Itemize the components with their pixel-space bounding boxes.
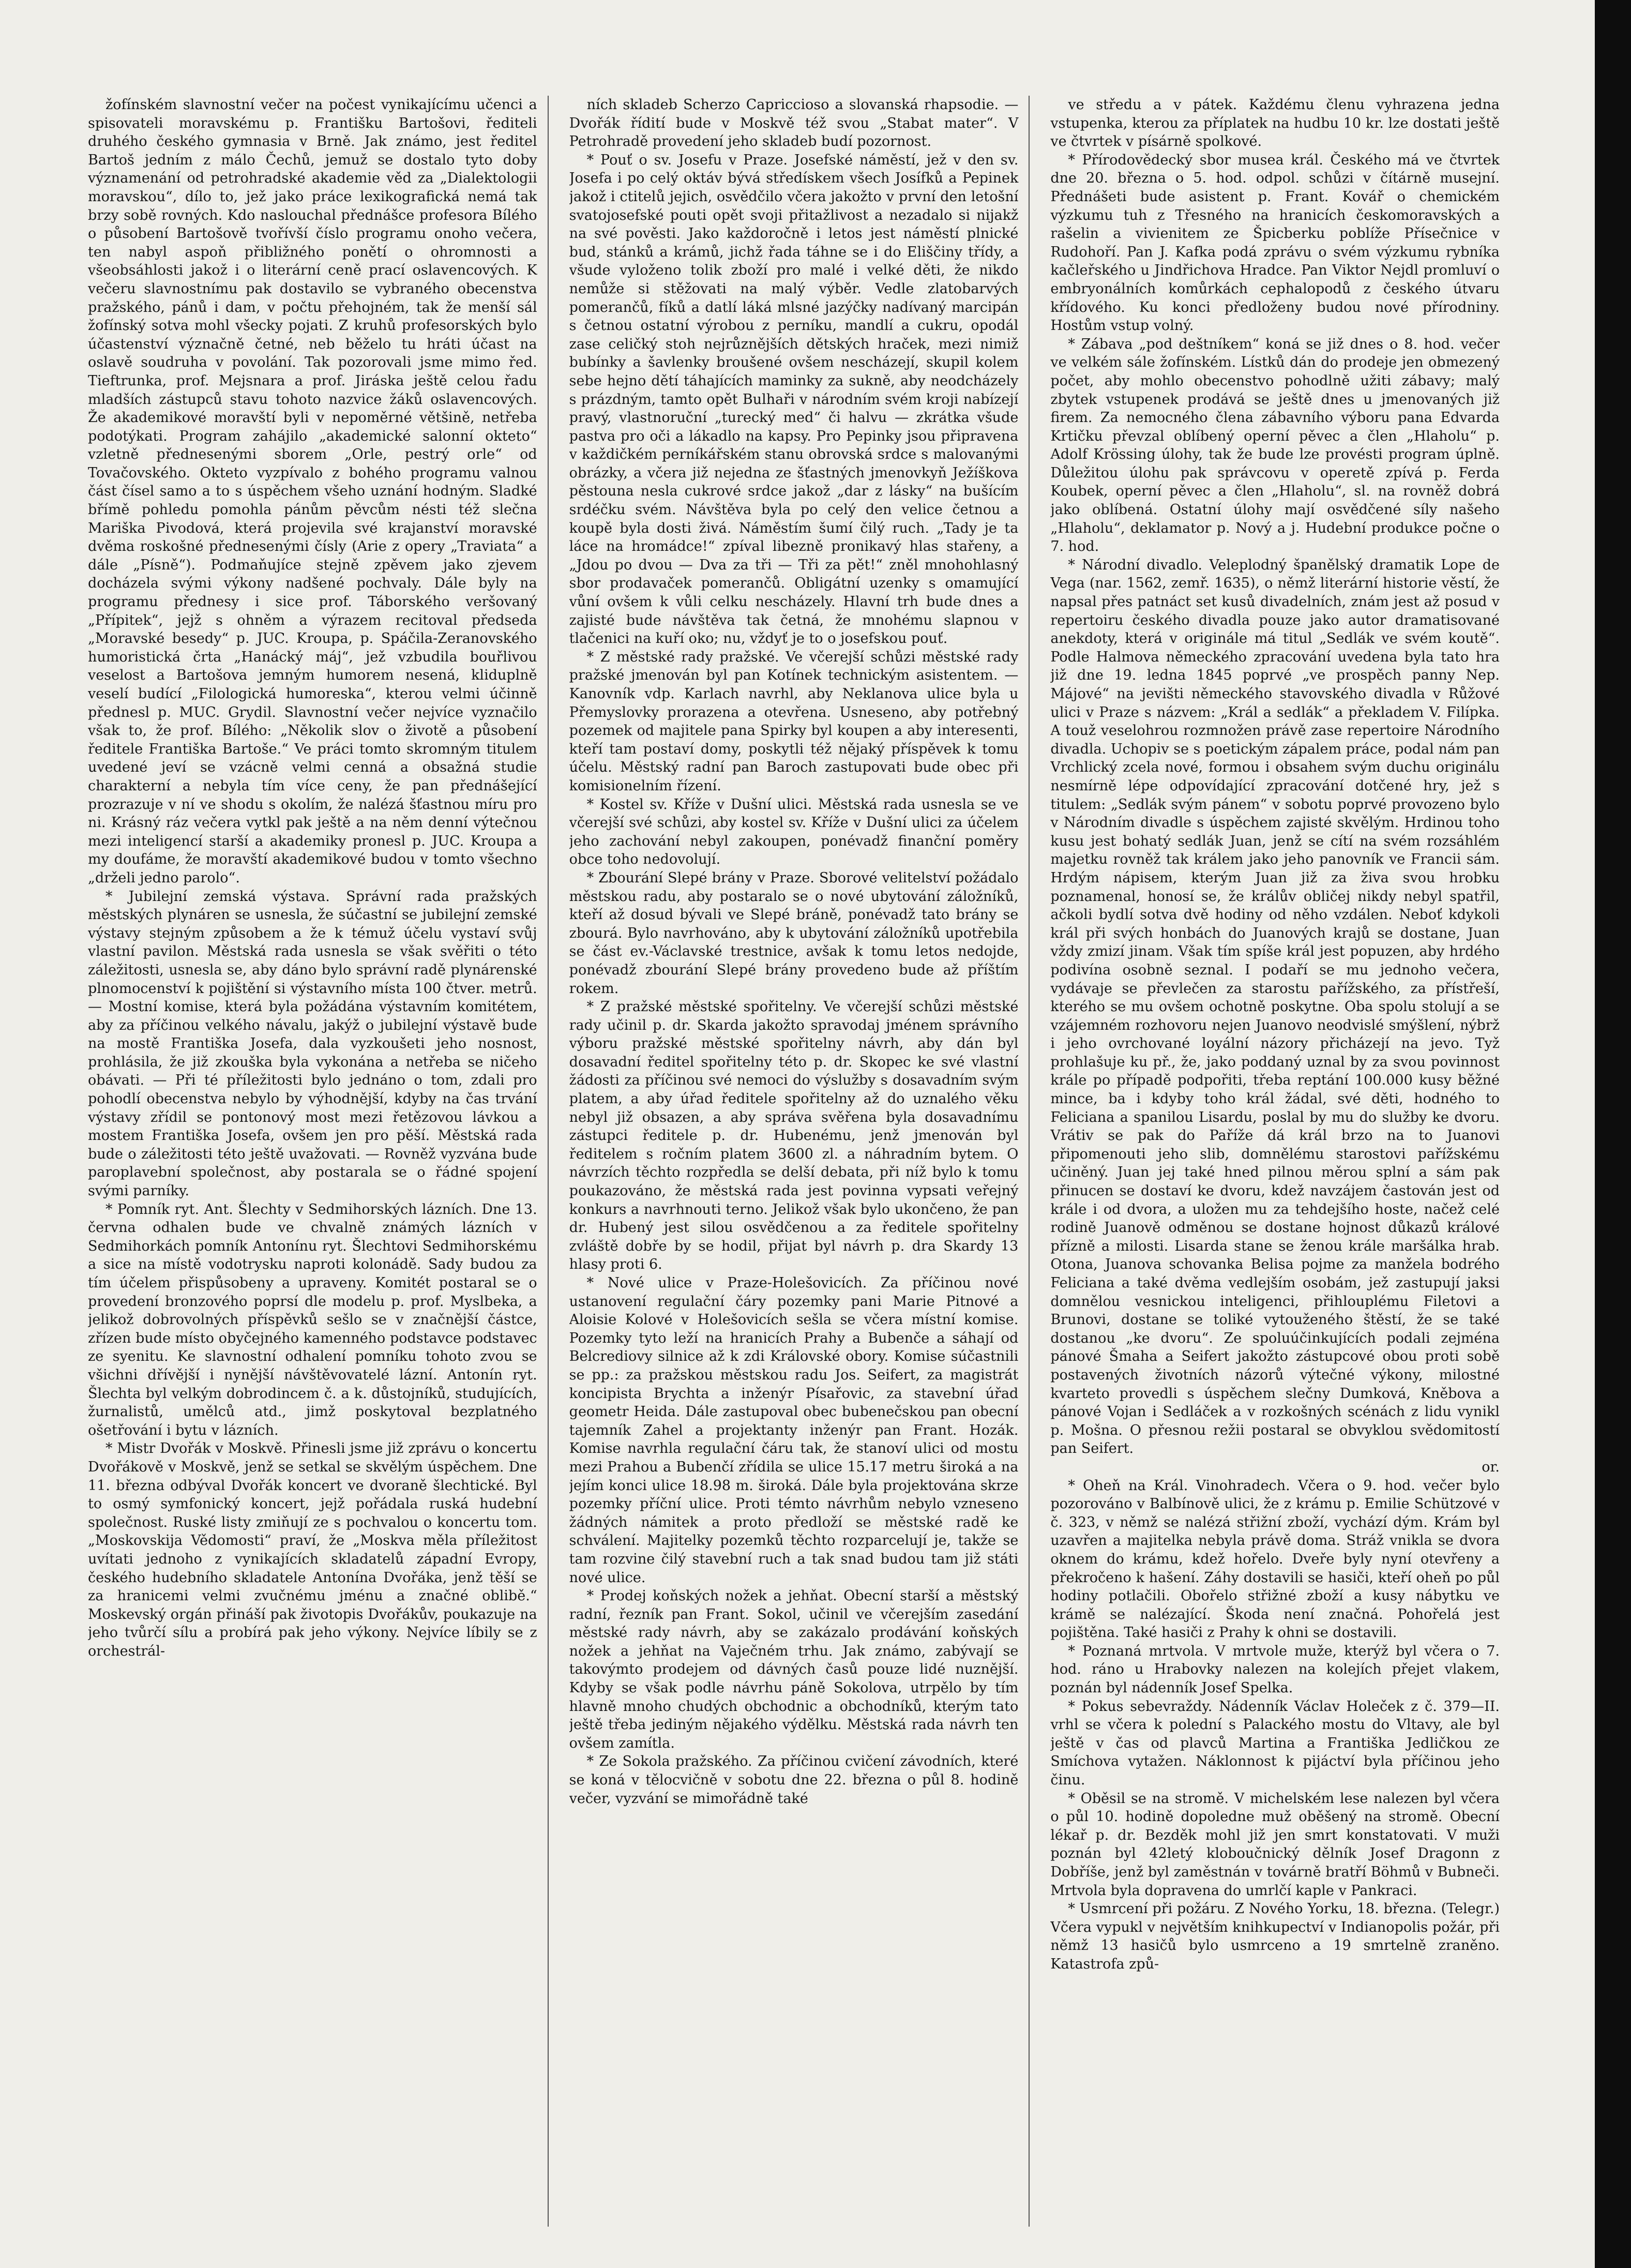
article-paragraph: * Jubilejní zemská výstava. Správní rada pražských městských plynáren se usnesla, že súčastní se jubilejní zemské výstavy stejným způsobem a že k témuž účelu vystaví svůj vlastní pavilon. Městská rada usnesla se však svěřiti o této záležitosti, usnesla se, aby dáno bylo správní radě plynárenské plnomocenství k pojištění si výstavního místa 100 čtver. metrů. — Mostní komise, která byla požádána výstavním komitétem, aby za příčinou velkého návalu, jakýž o jubilejní výstavě bude na mostě Františka Josefa, dala vyzkoušeti jeho nosnost, prohlásila, že již zkouška byla vykonána a netřeba se ničeho obávati. — Při té příležitosti bylo jednáno o tom, zdali pro pohodlí obecenstva nebylo by výhodnější, kdyby na čas trvání výstavy zřídil se pontonový most mezi řetězovou lávkou a mostem Františka Josefa, ovšem jen pro pěší. Městská rada bude o záležitosti této ještě uvažovati. — Rovněž vyzvána bude paroplavební společnost, aby postarala se o řádné spojení svými parníky. (88, 888, 537, 1199)
article-paragraph: * Ze Sokola pražského. Za příčinou cvičení závodních, které se koná v tělocvičně v sobotu dne 22. března o půl 8. hodině večer, vyzvání se mimořádně také (569, 1753, 1019, 1807)
scan-edge-bar (1595, 0, 1631, 2268)
article-paragraph: * Přírodovědecký sbor musea král. Českého má ve čtvrtek dne 20. března o 5. hod. odpol. schůzi v čítárně musejní. Přednášeti bude asistent p. Frant. Kovář o chemickém výzkumu tuh z Třesného na hranicích českomoravských a rašelin a vivienitem ze Špicberku poblíže Přísečnice v Rudohoří. Pan J. Kafka podá zprávu o svém výzkumu rybníka kačleřského u Jindřichova Hradce. Pan Viktor Nejdl promluví o embryonálních komůrkách cephalopodů z českého útvaru křídového. Ku konci předloženy budou nové přírodniny. Hostům vstup volný. (1050, 152, 1500, 334)
article-paragraph: * Mistr Dvořák v Moskvě. Přinesli jsme již zprávu o koncertu Dvořákově v Moskvě, jenž se setkal se skvělým úspěchem. Dne 11. března odbýval Dvořák koncert ve dvoraně šlechtické. Byl to osmý symfonický koncert, jejž pořádala ruská hudební společnost. Ruské listy zmiňují ze s pochvalou o koncertu tom. „Moskovskija Vědomosti“ praví, že „Moskva měla příležitost uvítati jednoho z vynikajících skladatelů západní Evropy, českého hudebního skladatele Antonína Dvořáka, jenž těší se za hranicemi velmi zvučnému jménu a značné oblibě.“ Moskevský orgán přináší pak životopis Dvořákův, poukazuje na jeho tvůrčí sílu a probírá pak jeho výkony. Nejvíce líbily se z orchestrál- (88, 1440, 537, 1659)
article-paragraph: * Oběsil se na stromě. V michelském lese nalezen byl včera o půl 10. hodině dopoledne muž oběšený na stromě. Obecní lékař p. dr. Bezděk mohl již jen smrt konstatovati. V muži poznán byl 42letý kloboučnický dělník Josef Dragonn z Dobříše, jenž byl zaměstnán v továrně bratří Böhmů v Bubneči. Mrtvola byla dopravena do umrlčí kaple v Pankraci. (1050, 1790, 1500, 1899)
article-paragraph: * Usmrcení při požáru. Z Nového Yorku, 18. března. (Telegr.) Včera vypukl v největším knihkupectví v Indianopolis požár, při němž 13 hasičů bylo usmrceno a 19 smrtelně zraněno. Katastrofa způ- (1050, 1901, 1500, 1972)
article-paragraph: * Zbourání Slepé brány v Praze. Sborové velitelství požádalo městskou radu, aby postaralo se o nové ubytování záložníků, kteří až dosud bývali ve Slepé bráně, ponévadž tato brány se zbourá. Bylo navrhováno, aby k ubytování záložníků upotřebila se část ev.-Václavské trestnice, avšak k tomu letos nedojde, ponévadž zbourání Slepé brány provedeno bude až příštím rokem. (569, 869, 1019, 997)
article-paragraph: ních skladeb Scherzo Capriccioso a slovanská rhapsodie. — Dvořák řídití bude v Moskvě též svou „Stabat mater“. V Petrohradě provedení jeho skladeb budí pozornost. (569, 97, 1019, 150)
article-paragraph: žofínském slavnostní večer na počest vynikajícímu učenci a spisovateli moravskému p. Františku Bartošovi, řediteli druhého českého gymnasia v Brně. Jak známo, jest ředitel Bartoš jedním z málo Čechů, jemuž se dostalo tyto doby významenání od petrohradské akademie věd za „Dialektologii moravskou“, dílo to, jež jako práce lexikografická nemá tak brzy sobě rovných. Kdo naslouchal přednášce profesora Bílého o působení Bartošově tvořívší číslo programu onoho večera, ten nabyl aspoň přibližného ponětí o ohromnosti a všeobsáhlosti jakož i o literární ceně prací oslavencových. K večeru slavnostnímu pak dostavilo se vybraného obecenstva pražského, pánů i dam, v počtu přehojném, tak že menší sál žofínský sotva mohl všecky pojati. Z kruhů profesorských bylo účastenství význačně četné, neb běželo tu hráti účast na oslavě soudruha v povolání. Tak pozorovali jsme mimo řed. Tieftrunka, prof. Mejsnara a prof. Jiráska ještě celou řadu mladších zástupců stavu tohoto nazvice žáků oslavencových. Že akademikové moravští byli v nepoměrné většině, netřeba podotýkati. Program zahájilo „akademické salonní okteto“ vzletně přednesenými sborem „Orle, pestrý orle“ od Tovačovského. Okteto vyzpívalo z bohého programu valnou část čísel samo a to s úspěchem všeho uznání hodným. Sladké břímě pohledu pomohla pánům pěvcům nésti též slečna Mariška Pivodová, která projevila své krajanství moravské dvěma roskošné přednesenými čísly (Arie z opery „Traviata“ a dále „Písně“). Podmaňujíce stejně zpěvem jako zjevem docházela svými výkony nadšené pochvaly. Dále byly na programu přednesy i sice prof. Táborského veršovaný „Přípitek“, jejž s ohněm a výrazem recitoval předseda „Moravské besedy“ p. JUC. Kroupa, p. Spáčila-Zeranovského humoristická črta „Hanácký máj“, jež vzbudila bouřlivou veselost a Bartošova jemným humorem nesená, kliduplně veselí budící „Filologická humoreska“, kterou velmi účinně přednesl p. MUC. Grydil. Slavnostní večer nejvíce vyznačilo však to, že prof. Bílého: „Několik slov o životě a působení ředitele Františka Bartoše.“ Ve práci tomto skromným titulem uvedené jeví se vzácně velmi cenná a obsažná studie charakterní a nebyla tím více ceny, že pan přednášející prozrazuje v ní ve shodu s okolím, že nalézá šťastnou míru pro ni. Krásný ráz večera vytkl pak ještě a na něm denní výtečnou mezi inteligencí starší a akademiky pronesl p. JUC. Kroupa a my doufáme, že moravští akademikové budou v tomto všechno „drželi jedno parolo“. (88, 97, 537, 886)
article-paragraph: * Prodej koňských nožek a jehňat. Obecní starší a městský radní, řezník pan Frant. Sokol, učinil ve včerejším zasedání městské rady návrh, aby se zakázalo prodávání koňských nožek a jehňat na Vaječném trhu. Jak známo, zabývají se takovýmto prodejem od dávných časů pouze lidé nuznější. Kdyby se však podle návrhu páně Sokolova, utrpělo by tím hlavně mnoho chudých obchodnic a obchodníků, kterým tato ještě třeba jediným nějakého výdělku. Městská rada návrh ten ovšem zamítla. (569, 1588, 1019, 1751)
article-paragraph: * Oheň na Král. Vinohradech. Včera o 9. hod. večer bylo pozorováno v Balbínově ulici, že z krámu p. Emilie Schützové v č. 323, v němž se nalézá střižní zboží, vychází dým. Krám byl uzavřen a majitelka nebyla právě doma. Stráž vnikla se dvora oknem do krámu, kdež hořelo. Dveře byly nyní otevřeny a překročeno k hašení. Záhy dostavili se hasiči, kteří oheň po půl hodiny potlačili. Obořelo střižné zboží a kusy nábytku ve krámě se nalézající. Škoda není značná. Pohořelá jest pojištěna. Také hasiči z Prahy k ohni se dostavili. (1050, 1477, 1500, 1641)
article-signature: or. (1482, 1459, 1500, 1475)
column-middle (569, 96, 1030, 2227)
article-paragraph: * Z městské rady pražské. Ve včerejší schůzi městské rady pražské jmenován byl pan Kotínek technickým asistentem. — Kanovník vdp. Karlach navrhl, aby Neklanova ulice byla u Přemyslovky prorazena a otevřena. Usneseno, aby potřebný pozemek od majitele pana Spirky byl koupen a aby interesenti, kteří tam postaví domy, poskytli též nějaký příspěvek k tomu účelu. Městský radní pan Baroch zastupovati bude obec při komisionelním řízení. (569, 649, 1019, 794)
article-paragraph: * Z pražské městské spořitelny. Ve včerejší schůzi městské rady učinil p. dr. Skarda jakožto spravodaj jménem správního výboru pražské městské spořitelny návrh, aby dán byl dosavadní ředitel spořitelny této p. dr. Skopec ke své vlastní žádosti za příčinou své nemoci do výslužby s dosavadním svým platem, a aby úřad ředitele spořitelny až do uznalého věku nebyl již obsazen, a aby správa svěřena byla dosavadnímu zástupci ředitele p. dr. Hubenému, jenž jmenován byl ředitelem s ročním platem 3600 zl. a náhradním bytem. O návrzích těchto rozpředla se delší debata, při níž bylo k tomu poukazováno, že městská rada jest povinna vypsati veřejný konkurs a navrhnouti terno. Jelikož však bylo ukončeno, že pan dr. Hubený jest silou osvědčenou a za ředitele spořitelny zvláště dobře by se hodil, přijat byl návrh p. dra Skardy 13 hlasy proti 6. (569, 999, 1019, 1273)
article-paragraph: ve středu a v pátek. Každému členu vyhrazena jedna vstupenka, kterou za příplatek na hudbu 10 kr. lze dostati ještě ve čtvrtek v písárně spolkové. (1050, 97, 1500, 150)
article-paragraph: * Zábava „pod deštníkem“ koná se již dnes o 8. hod. večer ve velkém sále žofínském. Lístků dán do prodeje jen obmezený počet, aby mohlo obecenstvo pohodlně užiti zábavy; malý zbytek vstupenek prodává se ještě dnes u jmenovaných již firem. Za nemocného člena zábavního výboru pana Edvarda Krtičku převzal oblíbený operní pěvec a člen „Hlaholu“ p. Adolf Krössing úlohy, tak že bude lze provésti program úplně. Důležitou úlohu pak správcovu v operetě zpívá p. Ferda Koubek, operní pěvec a člen „Hlaholu“, sl. na rovněž dobrá jako oblíbená. Ostatní úlohy mají osvědčené síly našeho „Hlaholu“, deklamator p. Nový a j. Hudební produkce počne o 7. hod. (1050, 336, 1500, 555)
column-left (88, 96, 549, 2227)
article-paragraph: * Poznaná mrtvola. V mrtvole muže, kterýž byl včera o 7. hod. ráno u Hrabovky nalezen na kolejích přejet vlakem, poznán byl nádenník Josef Spelka. (1050, 1643, 1500, 1696)
article-paragraph: * Kostel sv. Kříže v Dušní ulici. Městská rada usnesla se ve včerejší své schůzi, aby kostel sv. Kříže v Dušní ulici za účelem jeho zachování nebyl zakoupen, ponévadž finanční poměry obce toho nedovolují. (569, 796, 1019, 868)
article-paragraph: * Národní divadlo. Veleplodný španělský dramatik Lope de Vega (nar. 1562, zemř. 1635), o němž literární historie věstí, že napsal přes patnáct set kusů divadelních, znám jest až posud v repertoiru českého divadla pouze jako autor dramatisované anekdoty, která v originále má titul „Sedlák ve svém koutě“. Podle Halmova německého zpracování uvedena byla tato hra již dne 19. ledna 1845 poprvé „ve prospěch panny Nep. Májové“ na jevišti německého stavovského divadla v Růžové ulici v Praze s názvem: „Král a sedlák“ a překladem V. Filípka. A touž veselohrou rozmnožen právě zase repertoire Národního divadla. Uchopiv se s poetickým zápalem práce, podal nám pan Vrchlický zcela nové, formou i obsahem svým duchu originálu nesmírně lépe odpovídající zpracování dotčené hry, jež s titulem: „Sedlák svým pánem“ v sobotu poprvé provozeno bylo v Národním divadle s úspěchem zajisté skvělým. Hrdinou toho kusu jest bohatý sedlák Juan, jenž se cítí na svém rozsáhlém majetku rovněž tak králem jako jeho panovník ve Francii sám. Hrdým nápisem, kterým Juan již za živa svou hrobku poznamenal, honosí se, že králův obličej nikdy nebyl spatřil, ačkoli bydlí sotva dvě hodiny od něho vzdálen. Neboť kdykoli král při svých honbách do Juanových krajů se dostane, Juan vždy zmizí jinam. Však tím spíše král jest popuzen, aby hrdého podivína osobně seznal. I podaří se mu jednoho večera, vydávaje se převlečen za starostu pařížského, za přístřeší, kterého se mu ovšem ochotně poskytne. Oba spolu stolují a se vzájemném rozhovoru nejen Juanovo neodvislé smýšlení, nýbrž i jeho ovrchované loyální názory přicházejí na jevo. Tyž prohlašuje ku př., že, jako poddaný uznal by za svou povinnost krále po případě podpořiti, třeba reptání 100.000 kusy běžné mince, ba i kdyby toho král žádal, své děti, hodného to Feliciana a spanilou Lisardu, poslal by mu do služby ke dvoru. Vrátiv se pak do Paříže dá král brzo na to Juanovi připomenouti jeho slib, domnělému starostovi pařížskému učiněný. Juan jej také hned pilnou měrou splní a sám pak přinucen se dostaví ke dvoru, kdež navzájem častován jest od krále i od dvora, a uložen mu za tehdejšího hoste, načež celé rodině Juanově odměnou se dostane hojnost důkazů králové přízně a milosti. Lisarda stane se ženou krále maršálka hrab. Otona, Juanova schovanka Belisa pojme za manžela bodrého Feliciana a také dvěma vedlejším osobám, jež zastupují jaksi domnělou vesnickou inteligenci, přihlouplému Filetovi a Brunovi, dostane se toliké vytouženého štěstí, že se také dostanou „ke dvoru“. Ze spoluúčinkujících podali zejména pánové Šmaha a Seifert jakožto zástupcové obou proti sobě postavených životních názorů výtečné výkony, milostné kvarteto provedli s úspěchem slečny Dumková, Kněbova a pánové Vojan i Sedláček a v rozkošných scénách z lidu vynikl p. Mošna. O přesnou režii postaral se obvyklou svědomitostí pan Seifert. (1050, 557, 1500, 1457)
article-paragraph: * Nové ulice v Praze-Holešovicích. Za příčinou nové ustanovení regulační čáry pozemky pani Marie Pitnové a Aloisie Kolové v Holešovicích sešla se včera místní komise. Pozemky tyto leží na hranicích Prahy a Bubenče a sáhají od Belcrediovy silnice až k zdi Královské obory. Komise súčastnili se pp.: za pražskou městskou radu Jos. Seifert, za magistrát koncipista Brychta a inženýr Písařovic, za stavební úřad geometr Heida. Dále zastupoval obec bubenečskou pan obecní tajemník Zahel a projektanty inženýr pan Frant. Hozák. Komise navrhla regulační čáru tak, že stanoví ulici od mostu mezi Prahou a Bubenčí zřídila se ulice 15.17 metru široká a na jejím konci ulice 18.98 m. široká. Dále byla projektována skrze pozemky příční ulice. Proti témto návrhům nebylo vzneseno žádných námitek a proto předloží se městské radě ke schválení. Majitelky pozemků těchto rozparcelují je, takže se tam rozvine čilý stavební ruch a tak snad budou tam již státi nové ulice. (569, 1275, 1019, 1586)
article-paragraph: * Pokus sebevraždy. Nádenník Václav Holeček z č. 379—II. vrhl se včera k polední s Palackého mostu do Vltavy, ale byl ještě v čas od plavců Martina a Františka Jedličkou ze Smíchova vytažen. Náklonnost k pijáctví byla příčinou jeho činu. (1050, 1698, 1500, 1789)
article-columns (88, 96, 1510, 2227)
column-right (1050, 96, 1510, 2227)
article-paragraph: * Pomník ryt. Ant. Šlechty v Sedmihorských lázních. Dne 13. června odhalen bude ve chvalně známých lázních v Sedmihorkách pomník Antonínu ryt. Šlechtovi Sedmihorskému a sice na místě vodotrysku naproti kolonádě. Sady budou za tím účelem přispůsobeny a upraveny. Komitét postaral se o provedení bronzového poprsí dle modelu p. prof. Myslbeka, a jelikož dobrovolných příspěvků sešlo se v značnější částce, zřízen bude místo obyčejného kamenného podstavce podstavec ze syenitu. Ke slavnostní odhalení pomníku tohoto zvou se všichni dřívější i nynější návštěvovatelé lázní. Antonín ryt. Šlechta byl velkým dobrodincem č. a k. důstojníků, studujících, žurnalistů, umělců atd., jimž poskytoval bezplatného ošetřování i bytu v lázních. (88, 1201, 537, 1438)
article-paragraph: * Pouť o sv. Josefu v Praze. Josefské náměstí, jež v den sv. Josefa i po celý oktáv bývá středískem všech Josífků a Pepinek jakož i ctitelů jejich, osvědčilo včera jakožto v první den letošní svatojosefské pouti opět svoji přitažlivost a nezadalo si nijakž na své pověsti. Jako každoročně i letos jest náměstí plnické bud, stánků a krámů, jichž řada táhne se i do Eliščiny třídy, a všude vyloženo tolik zboží pro malé i velké děti, že nikdo nemůže si stěžovati na malý výběr. Vedle zlatobarvých pomerančů, fíků a datlí láká mlsné jazýčky nadívaný marcipán s četnou ostatní výrobou z perníku, mandlí a cukru, opodál zase celičký stoh nejrůznějších dětských hraček, mezi nimiž bubínky a šavlenky broušené ovšem nescházejí, skupil kolem sebe hejno dětí táhajících maminky za sukně, aby neodcházely s prázdným, tamto opět Bulhaři v národním svém kroji nabízejí pravý, vlastnoruční „turecký med“ či halvu — zkrátka všude pastva pro oči a lákadlo na kapsy. Pro Pepinky jsou připravena v každičkém perníkářském stanu obrovská srdce s malovanými obrázky, a včera již nejedna ze šťastných jmenovkyň Ježíškova pěstouna nesla cukrové srdce jakož „dar z lásky“ na bušícím srdéčku svém. Návštěva byla po celý den velice četnou a koupě byla dosti živá. Náměstím šumí čilý ruch. „Tady je ta láce na hromádce!“ zpíval libezně pronikavý hlas stařeny, a „Jdou po dvou — Dva za tři — Tři za pět!“ zněl mnohohlasný sbor prodavaček pomerančů. Obligátní uzenky s omamující vůní ovšem k vůli celku nescházely. Hlavní trh bude dnes a zajisté bude návštěva tak četná, že mnohému slapnou v tlačenici na kuří oko; nu, vždyť je to o josefskou pouť. (569, 152, 1019, 647)
